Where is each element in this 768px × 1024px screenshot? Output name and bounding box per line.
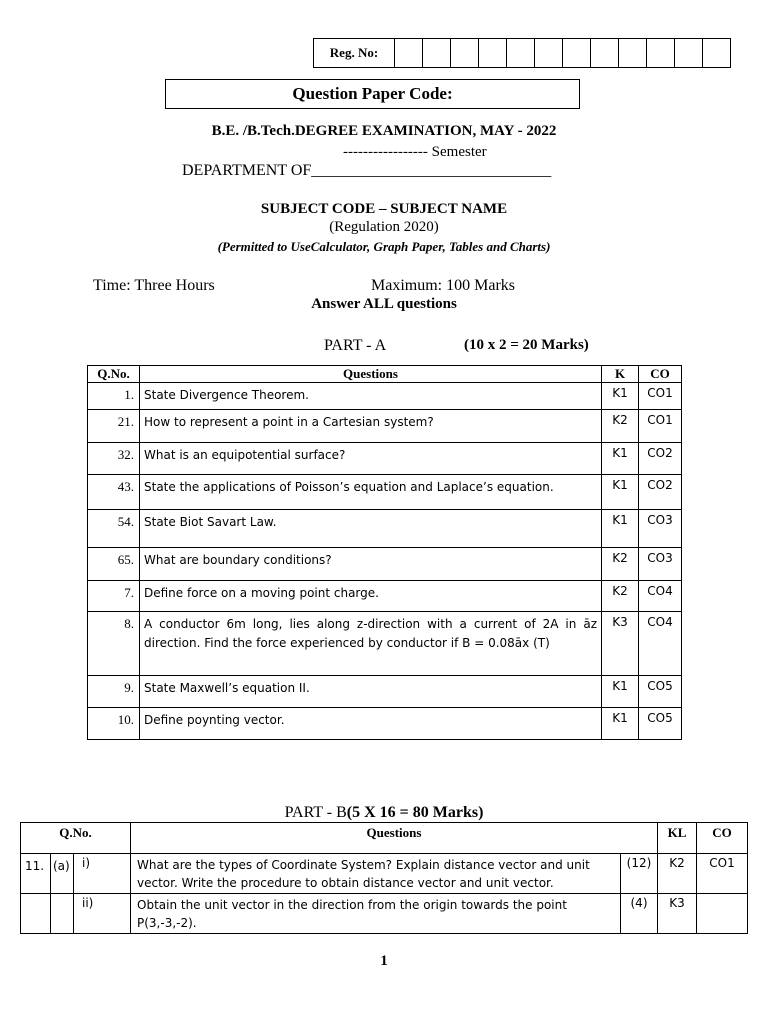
k-cell: K2: [602, 410, 639, 443]
question-cell: State the applications of Poisson’s equation and Laplace’s equation.: [140, 475, 602, 510]
table-row: [88, 676, 682, 708]
reg-no-cell: [423, 39, 451, 67]
header-co: CO: [639, 366, 682, 383]
subject-title: SUBJECT CODE – SUBJECT NAME: [260, 201, 508, 217]
k-cell: K1: [602, 676, 639, 708]
table-row: [88, 581, 682, 612]
qno-cell: [21, 894, 51, 934]
k-cell: K1: [602, 708, 639, 740]
qno-cell: 21.: [88, 410, 140, 443]
question-cell: Define poynting vector.: [140, 708, 602, 740]
question-paper-code: Question Paper Code:: [165, 79, 580, 109]
part-b-marks: (5 X 16 = 80 Marks): [346, 804, 484, 821]
header-questions: Questions: [140, 366, 602, 383]
table-row: [88, 510, 682, 548]
reg-no-label: Reg. No:: [314, 39, 395, 67]
reg-no-cell: [619, 39, 647, 67]
co-cell: CO5: [639, 708, 682, 740]
reg-no-cell: [479, 39, 507, 67]
question-cell: State Biot Savart Law.: [140, 510, 602, 548]
part-b-table: [20, 822, 748, 934]
reg-no-cell: [395, 39, 423, 67]
table-header-row: [21, 823, 748, 854]
qno-cell: 1.: [88, 383, 140, 410]
table-row: [88, 410, 682, 443]
reg-no-cell: [535, 39, 563, 67]
reg-no-cell: [647, 39, 675, 67]
reg-no-cell: [591, 39, 619, 67]
qno-cell: 11.: [21, 854, 51, 894]
qno-cell: 32.: [88, 443, 140, 475]
semester-line: ----------------- Semester: [343, 144, 487, 160]
table-row: [21, 894, 748, 934]
kl-cell: K2: [658, 854, 697, 894]
k-cell: K2: [602, 548, 639, 581]
reg-no-cell: [675, 39, 703, 67]
qno-cell: 7.: [88, 581, 140, 612]
question-cell: How to represent a point in a Cartesian system?: [140, 410, 602, 443]
table-row: [88, 475, 682, 510]
qno-cell: 10.: [88, 708, 140, 740]
marks-cell: (12): [621, 854, 658, 894]
table-row: [88, 443, 682, 475]
part-b-title-prefix: PART - B: [284, 804, 347, 821]
header-qno: Q.No.: [88, 366, 140, 383]
table-header-row: [88, 366, 682, 383]
table-row: [88, 612, 682, 676]
k-cell: K2: [602, 581, 639, 612]
k-cell: K3: [602, 612, 639, 676]
table-row: [88, 708, 682, 740]
qno-cell: 43.: [88, 475, 140, 510]
co-cell: CO5: [639, 676, 682, 708]
qno-cell: 9.: [88, 676, 140, 708]
table-row: [88, 383, 682, 410]
co-cell: CO4: [639, 581, 682, 612]
co-cell: CO1: [697, 854, 748, 894]
question-cell: Obtain the unit vector in the direction from the origin towards the point P(3,-3,-2).: [131, 894, 621, 934]
header-questions: Questions: [131, 823, 658, 854]
question-cell: What are the types of Coordinate System? Explain distance vector and unit vector. Write the procedure to obtain distance vector and unit vector.: [131, 854, 621, 894]
exam-title: B.E. /B.Tech.DEGREE EXAMINATION, MAY - 2022: [211, 123, 557, 139]
header-qno: Q.No.: [21, 823, 131, 854]
part-a-table: [87, 365, 682, 740]
header-k: K: [602, 366, 639, 383]
max-marks-label: Maximum: 100 Marks: [371, 277, 515, 294]
reg-no-cell: [507, 39, 535, 67]
part-a-title: PART - A: [324, 337, 387, 354]
qno-cell: 8.: [88, 612, 140, 676]
department-line: DEPARTMENT OF______________________________: [182, 162, 552, 179]
k-cell: K1: [602, 443, 639, 475]
sub-cell: (a): [51, 854, 74, 894]
qno-cell: 54.: [88, 510, 140, 548]
reg-no-cell: [703, 39, 730, 67]
table-row: [21, 854, 748, 894]
co-cell: CO2: [639, 475, 682, 510]
co-cell: CO4: [639, 612, 682, 676]
reg-no-cell: [451, 39, 479, 67]
reg-no-cell: [563, 39, 591, 67]
reg-no-box: [313, 38, 731, 68]
kl-cell: K3: [658, 894, 697, 934]
co-cell: CO1: [639, 410, 682, 443]
page-number: 1: [380, 953, 388, 969]
question-cell: What are boundary conditions?: [140, 548, 602, 581]
part-a-marks: (10 x 2 = 20 Marks): [464, 337, 589, 353]
k-cell: K1: [602, 510, 639, 548]
question-cell: State Divergence Theorem.: [140, 383, 602, 410]
co-cell: CO2: [639, 443, 682, 475]
header-co: CO: [697, 823, 748, 854]
qno-cell: 65.: [88, 548, 140, 581]
marks-cell: (4): [621, 894, 658, 934]
regulation: (Regulation 2020): [329, 219, 439, 235]
co-cell: CO3: [639, 548, 682, 581]
permitted-note: (Permitted to UseCalculator, Graph Paper, Tables and Charts): [217, 239, 551, 254]
part-cell: i): [74, 854, 131, 894]
question-cell: State Maxwell’s equation II.: [140, 676, 602, 708]
part-b-title: [0, 804, 768, 822]
table-row: [88, 548, 682, 581]
question-cell: Define force on a moving point charge.: [140, 581, 602, 612]
time-label: Time: Three Hours: [93, 277, 215, 294]
k-cell: K1: [602, 475, 639, 510]
k-cell: K1: [602, 383, 639, 410]
sub-cell: [51, 894, 74, 934]
co-cell: CO1: [639, 383, 682, 410]
question-cell: What is an equipotential surface?: [140, 443, 602, 475]
co-cell: [697, 894, 748, 934]
header-kl: KL: [658, 823, 697, 854]
part-cell: ii): [74, 894, 131, 934]
co-cell: CO3: [639, 510, 682, 548]
answer-all-label: Answer ALL questions: [311, 296, 457, 312]
question-cell: A conductor 6m long, lies along z-direction with a current of 2A in āz direction. Find the force experienced by conductor if B = 0.08āx (T): [140, 612, 602, 676]
